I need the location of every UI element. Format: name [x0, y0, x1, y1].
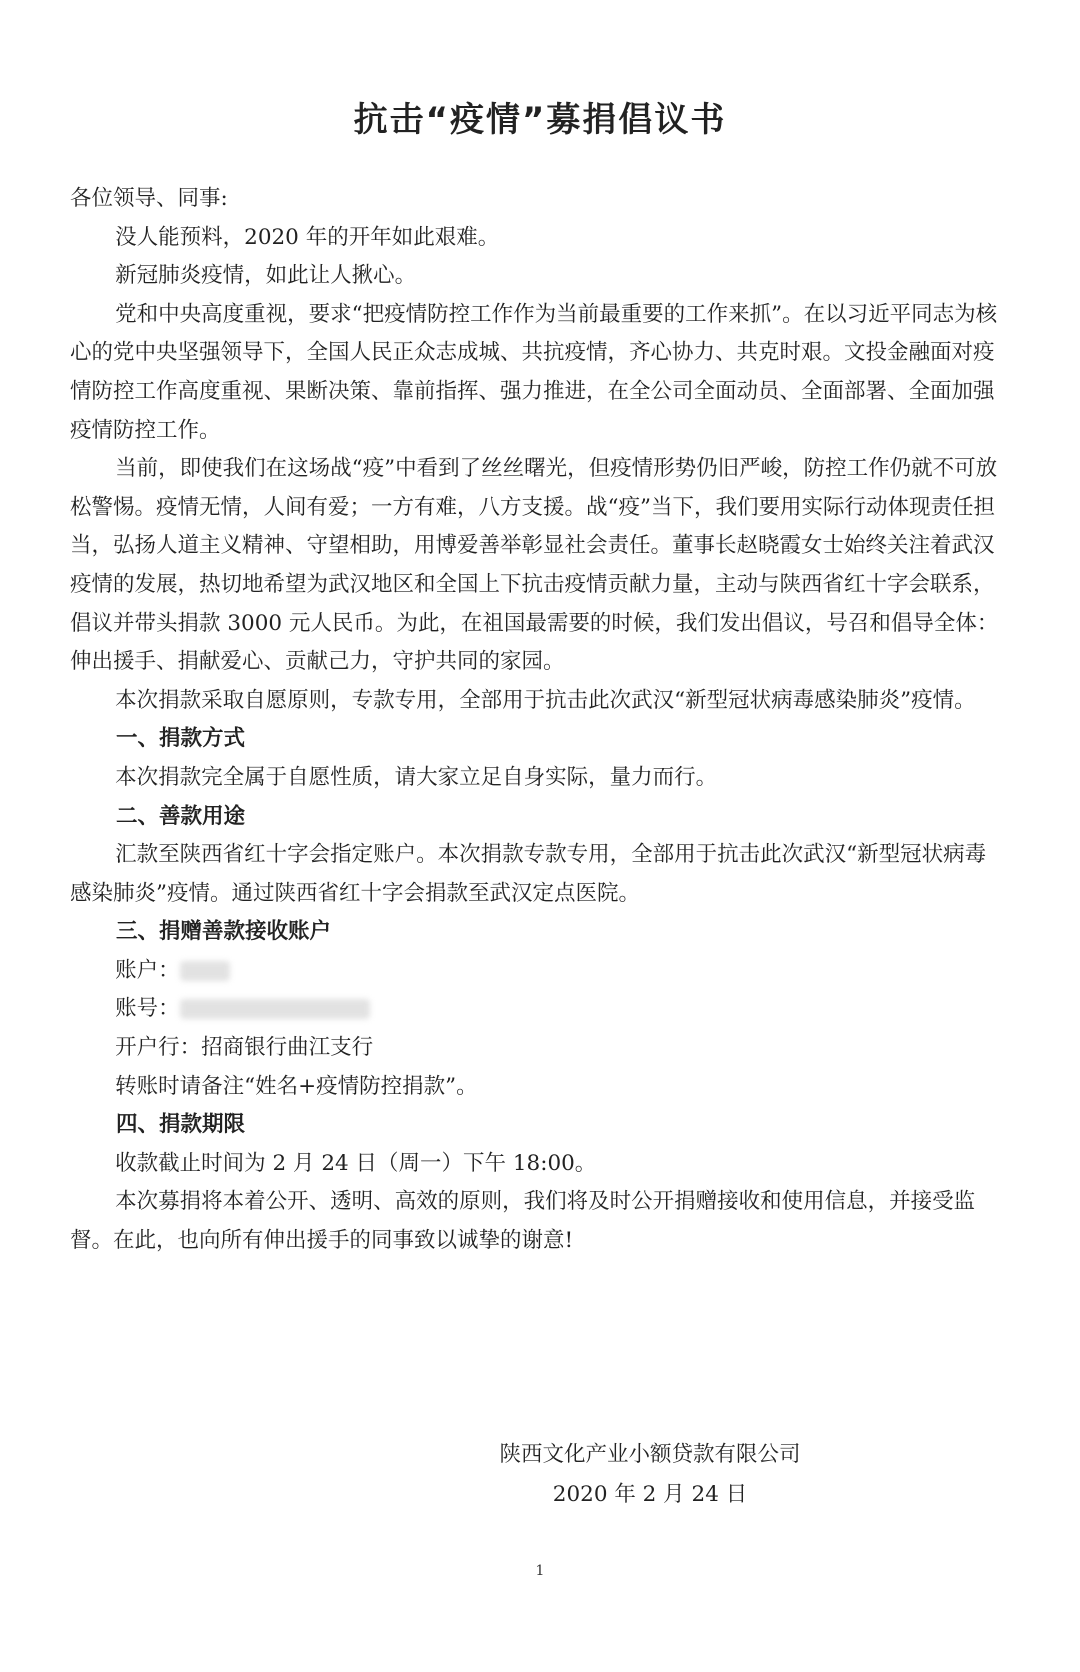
paragraph: 本次捐款采取自愿原则，专款专用，全部用于抗击此次武汉“新型冠状病毒感染肺炎”疫情。	[115, 687, 976, 713]
account-number-label: 账号：	[115, 996, 180, 1022]
section-text: 汇款至陕西省红十字会指定账户。本次捐款专款专用，全部用于抗击此次武汉“新型冠状病毒感染肺炎”疫情。通过陕西省红十字会捐款至武汉定点医院。	[70, 842, 987, 906]
signature-block	[480, 1435, 820, 1515]
paragraph: 新冠肺炎疫情，如此让人揪心。	[115, 263, 417, 289]
paragraph: 当前，即使我们在这场战“疫”中看到了丝丝曙光，但疫情形势仍旧严峻，防控工作仍就不可放松警惕。疫情无情，人间有爱；一方有难，八方支援。战“疫”当下，我们要用实际行动体现责任担当，弘扬人道主义精神、守望相助，用博爱善举彰显社会责任。董事长赵晓霞女士始终关注着武汉疫情的发展，热切地希望为武汉地区和全国上下抗击疫情贡献力量，主动与陕西省红十字会联系，倡议并带头捐款 3000 元人民币。为此，在祖国最需要的时候，我们发出倡议，号召和倡导全体：伸出援手、捐献爱心、贡献己力，守护共同的家园。	[70, 456, 999, 675]
redacted-account-name	[180, 961, 230, 981]
document-body	[70, 180, 1000, 1261]
closing-text: 本次募捐将本着公开、透明、高效的原则，我们将及时公开捐赠接收和使用信息，并接受监督。在此，也向所有伸出援手的同事致以诚挚的谢意!	[70, 1189, 976, 1254]
page-title: 抗击“疫情”募捐倡议书	[353, 100, 727, 140]
greeting: 各位领导、同事:	[70, 186, 228, 211]
section-heading-donation-method: 一、捐款方式	[116, 726, 246, 752]
section-heading-donation-use: 二、善款用途	[116, 803, 246, 829]
deadline-text: 收款截止时间为 2 月 24 日（周一）下午 18:00。	[115, 1150, 597, 1176]
company-name: 陕西文化产业小额贷款有限公司	[499, 1442, 801, 1467]
redacted-account-number	[180, 999, 370, 1019]
signature-date: 2020 年 2 月 24 日	[552, 1482, 748, 1507]
section-heading-receiving-account: 三、捐赠善款接收账户	[116, 919, 332, 945]
paragraph: 党和中央高度重视，要求“把疫情防控工作作为当前最重要的工作来抓”。在以习近平同志为核心的党中央坚强领导下，全国人民正众志成城、共抗疫情，齐心协力、共克时艰。文投金融面对疫情防控工作高度重视、果断决策、靠前指挥、强力推进，在全公司全面动员、全面部署、全面加强疫情防控工作。	[70, 301, 998, 443]
account-number-line	[70, 990, 1000, 1029]
account-name-label: 账户：	[115, 957, 180, 983]
section-text: 本次捐款完全属于自愿性质，请大家立足自身实际，量力而行。	[115, 764, 718, 790]
page-number: 1	[535, 1563, 545, 1579]
transfer-remark: 转账时请备注“姓名+疫情防控捐款”。	[115, 1073, 478, 1099]
bank-line: 开户行：招商银行曲江支行	[115, 1035, 374, 1061]
account-name-line	[70, 952, 1000, 991]
paragraph: 没人能预料，2020 年的开年如此艰难。	[115, 224, 500, 250]
section-heading-deadline: 四、捐款期限	[116, 1112, 246, 1138]
